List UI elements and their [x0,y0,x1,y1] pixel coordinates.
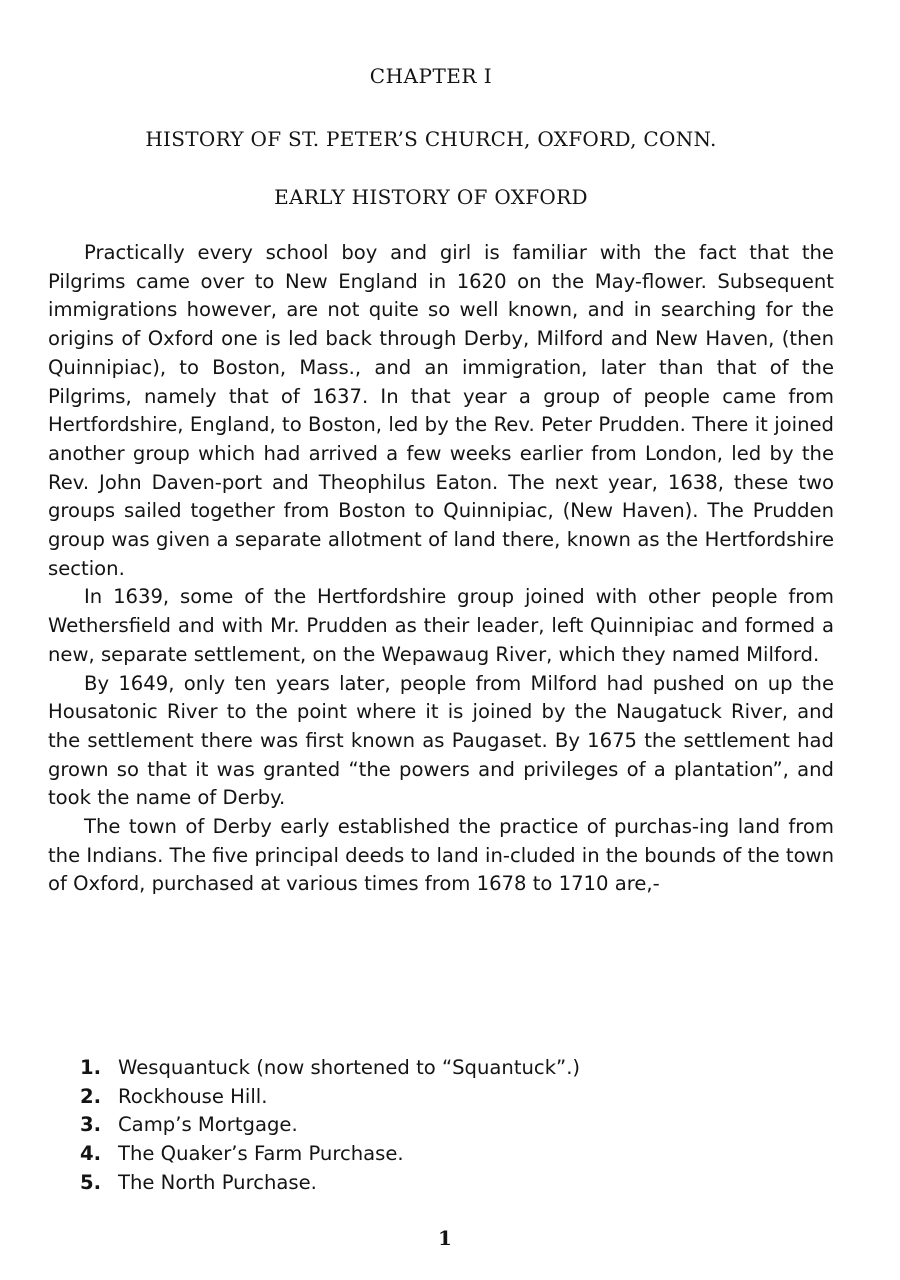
chapter-heading: CHAPTER I [369,64,493,88]
list-item-text: The Quaker’s Farm Purchase. [118,1142,404,1166]
list-item-number: 1. [80,1056,102,1079]
list-item-number: 2. [80,1084,102,1108]
paragraph-2: In 1639, some of the Hertfordshire group joined with other people from Wethersfield and with Mr. Prudden as their leader, left Quinnipiac and formed a new, separate settlement, on the Wepawaug River, which they named Milford. [48,585,834,666]
deeds-list [80,1054,780,1198]
page-number: 1 [438,1226,452,1250]
list-item-number: 5. [80,1170,102,1194]
paragraph-3: By 1649, only ten years later, people from Milford had pushed on up the Housatonic River to the point where it is joined by the Naugatuck River, and the settlement there was first known as Paugaset. By 1675 the settlement had grown so that it was granted “the powers and privileges of a plantation”, and took the name of Derby. [48,671,834,810]
list-item-number: 4. [80,1142,102,1166]
page-title: HISTORY OF ST. PETER’S CHURCH, OXFORD, CONN. [145,127,717,151]
list-item [80,1054,780,1083]
list-item [80,1169,780,1198]
list-item-text: Camp’s Mortgage. [118,1113,298,1137]
list-item-text: The North Purchase. [118,1170,317,1194]
list-item-number: 3. [80,1113,102,1137]
list-item [80,1140,780,1169]
list-item-text: Wesquantuck (now shortened to “Squantuck”.) [118,1056,581,1079]
list-item [80,1111,780,1140]
list-item-text: Rockhouse Hill. [118,1084,268,1108]
list-item [80,1083,780,1112]
body-text [48,239,834,899]
paragraph-1: Practically every school boy and girl is familiar with the fact that the Pilgrims came over to New England in 1620 on the May-flower. Subsequent immigrations however, are not quite so well known, and in searching for the origins of Oxford one is led back through Derby, Milford and New Haven, (then Quinnipiac), to Boston, Mass., and an immigration, later than that of the Pilgrims, namely that of 1637. In that year a group of people came from Hertfordshire, England, to Boston, led by the Rev. Peter Prudden. There it joined another group which had arrived a few weeks earlier from London, led by the Rev. John Daven-port and Theophilus Eaton. The next year, 1638, these two groups sailed together from Boston to Quinnipiac, (New Haven). The Prudden group was given a separate allotment of land there, known as the Hertfordshire section. [48,241,834,580]
section-subtitle: EARLY HISTORY OF OXFORD [274,185,588,209]
paragraph-4: The town of Derby early established the practice of purchas-ing land from the Indians. The five principal deeds to land in-cluded in the bounds of the town of Oxford, purchased at various times from 1678 to 1710 are,- [48,815,834,896]
